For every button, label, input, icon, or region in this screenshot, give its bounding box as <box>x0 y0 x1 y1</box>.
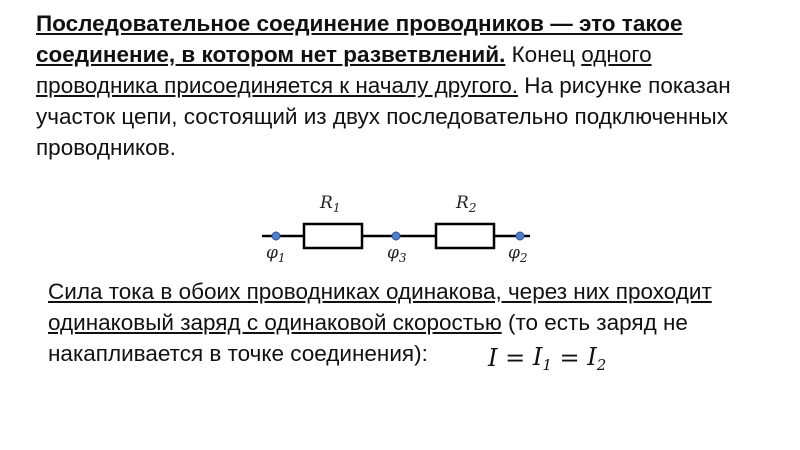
current-paragraph <box>48 276 768 369</box>
formula-equals-1: = <box>497 344 533 372</box>
resistor-r1 <box>304 224 362 248</box>
equal-current-sentence: Сила тока в обоих проводниках одинакова, через них проходит одинаковый заряд с одинаковой скоростью <box>48 279 712 335</box>
node-phi2-label: $\varphi_2$ <box>508 243 528 265</box>
definition-text-2: На рисунке показан участок цепи, состоящий из двух последовательно подключенных проводников. <box>36 73 731 160</box>
formula-i2: $I_2$ <box>587 342 607 374</box>
current-equality-formula <box>486 340 607 376</box>
node-phi2-point <box>516 232 524 240</box>
series-connection-definition: Последовательное соединение проводников — это такое соединение, в котором нет разветвлений. <box>36 11 683 67</box>
node-phi3-label: $\varphi_3$ <box>387 243 407 265</box>
resistor-r2-label: $R_2$ <box>456 193 477 215</box>
formula-lhs: I <box>488 344 498 372</box>
conductor-join-sentence: одного проводника присоединяется к началу другого. <box>36 42 652 98</box>
resistor-r1-label: $R_1$ <box>320 193 341 215</box>
node-phi1-point <box>272 232 280 240</box>
node-phi3-point <box>392 232 400 240</box>
node-phi1-label: $\varphi_1$ <box>266 243 286 265</box>
formula-equals-2: = <box>551 344 588 372</box>
formula-i1: $I_1$ <box>532 342 552 374</box>
definition-text-1: Конец <box>505 42 582 67</box>
resistor-r2 <box>436 224 494 248</box>
charge-explanation: (то есть заряд не накапливается в точке соединения): <box>48 310 688 366</box>
